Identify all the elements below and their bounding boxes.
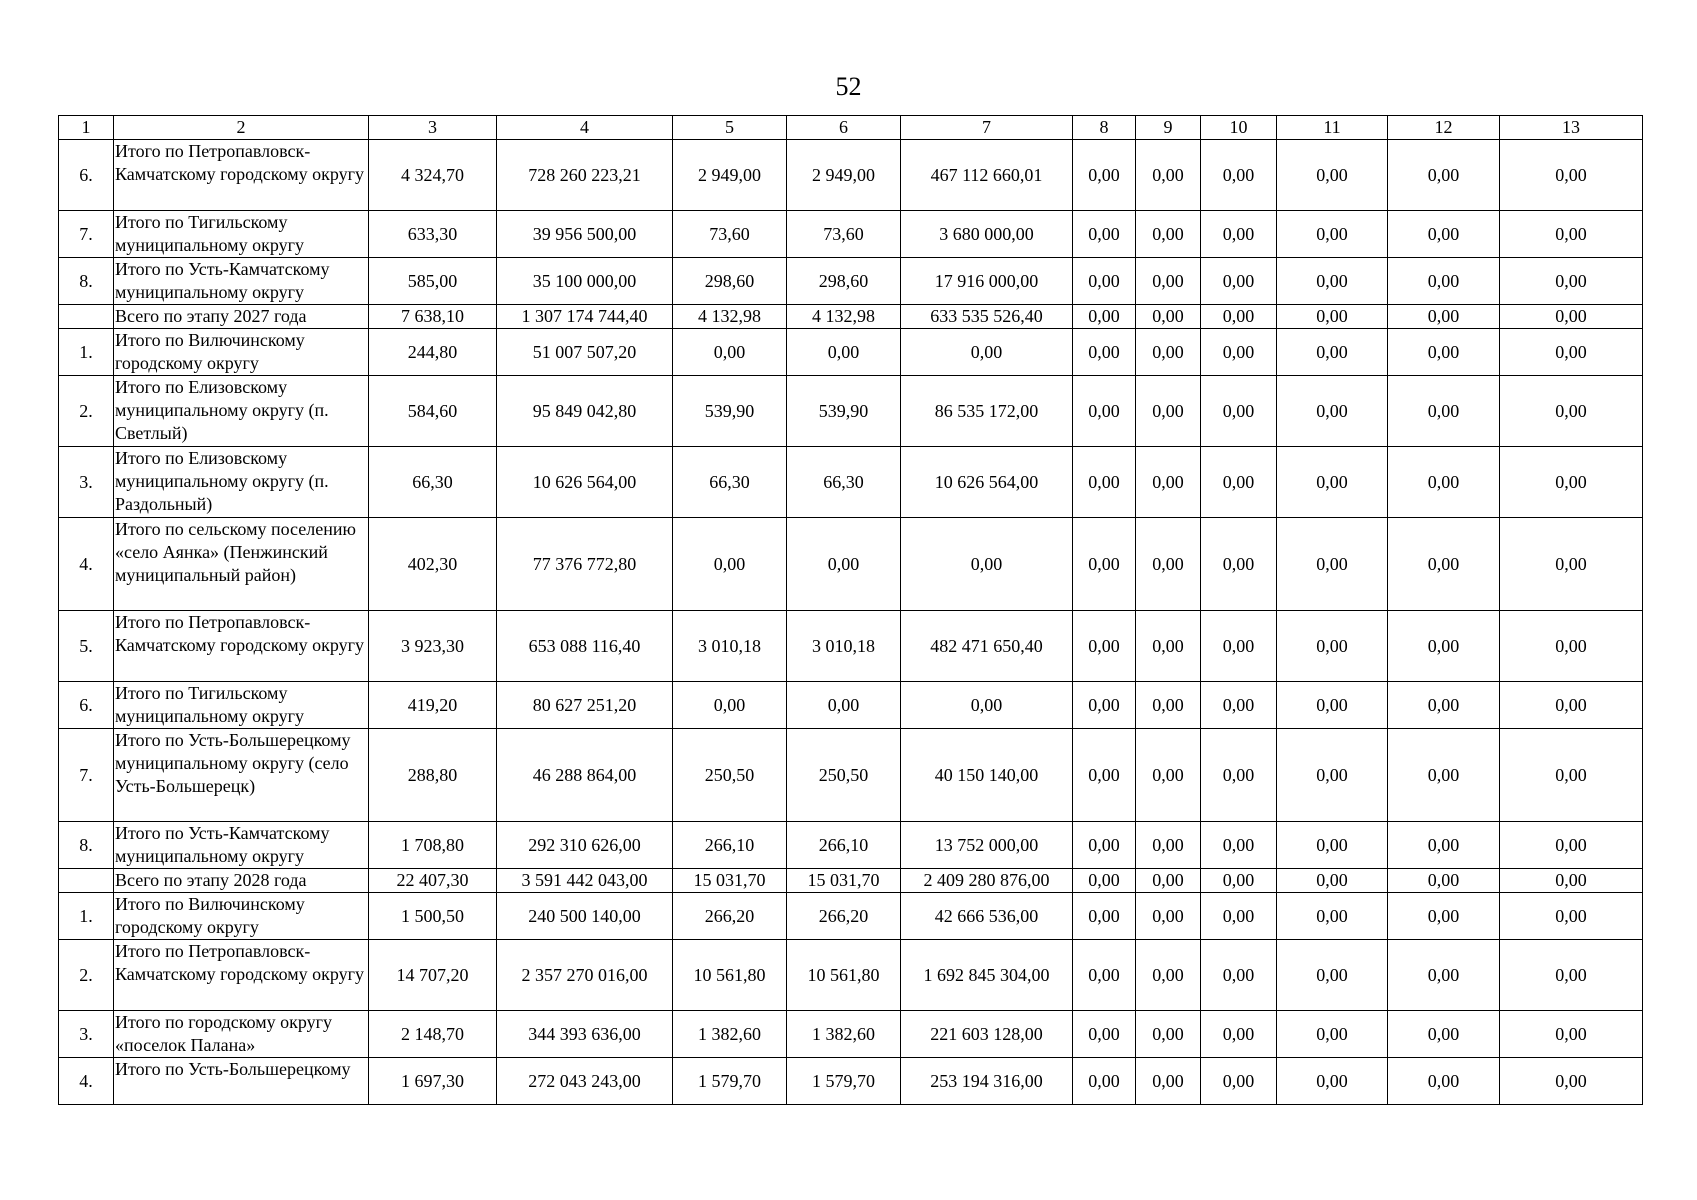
row-number-cell: 5. [59, 611, 114, 682]
value-cell: 0,00 [1136, 1011, 1201, 1058]
value-cell: 0,00 [1388, 1011, 1500, 1058]
value-cell: 2 148,70 [369, 1011, 497, 1058]
value-cell: 0,00 [1500, 211, 1643, 258]
value-cell: 0,00 [1136, 376, 1201, 447]
header-cell: 7 [901, 116, 1073, 140]
value-cell: 250,50 [787, 729, 901, 822]
value-cell: 253 194 316,00 [901, 1058, 1073, 1105]
value-cell: 298,60 [673, 258, 787, 305]
value-cell: 1 692 845 304,00 [901, 940, 1073, 1011]
row-number-cell: 7. [59, 729, 114, 822]
value-cell: 266,20 [673, 893, 787, 940]
value-cell: 0,00 [1201, 940, 1277, 1011]
value-cell: 77 376 772,80 [497, 518, 673, 611]
value-cell: 0,00 [1136, 518, 1201, 611]
value-cell: 0,00 [1277, 376, 1388, 447]
value-cell: 0,00 [1277, 940, 1388, 1011]
value-cell: 0,00 [901, 329, 1073, 376]
value-cell: 0,00 [1201, 140, 1277, 211]
value-cell: 0,00 [1388, 518, 1500, 611]
value-cell: 1 708,80 [369, 822, 497, 869]
row-number-cell: 7. [59, 211, 114, 258]
value-cell: 86 535 172,00 [901, 376, 1073, 447]
value-cell: 0,00 [1073, 329, 1136, 376]
row-number-cell: 3. [59, 1011, 114, 1058]
value-cell: 0,00 [1500, 518, 1643, 611]
table-row [59, 518, 1643, 611]
value-cell: 0,00 [1201, 869, 1277, 893]
value-cell: 17 916 000,00 [901, 258, 1073, 305]
value-cell: 10 561,80 [673, 940, 787, 1011]
header-cell: 5 [673, 116, 787, 140]
value-cell: 0,00 [1500, 682, 1643, 729]
row-name-cell: Итого по Усть-Камчатскому муниципальному округу [114, 258, 369, 305]
row-number-cell [59, 869, 114, 893]
data-table [58, 115, 1643, 1105]
value-cell: 584,60 [369, 376, 497, 447]
value-cell: 2 949,00 [673, 140, 787, 211]
value-cell: 1 382,60 [787, 1011, 901, 1058]
row-number-cell: 1. [59, 893, 114, 940]
table-row [59, 729, 1643, 822]
value-cell: 0,00 [1277, 1011, 1388, 1058]
value-cell: 240 500 140,00 [497, 893, 673, 940]
value-cell: 0,00 [1073, 518, 1136, 611]
value-cell: 3 591 442 043,00 [497, 869, 673, 893]
value-cell: 0,00 [1388, 822, 1500, 869]
header-cell: 1 [59, 116, 114, 140]
row-name-cell: Итого по сельскому поселению «село Аянка» (Пенжинский муниципальный район) [114, 518, 369, 611]
total-row [59, 305, 1643, 329]
row-number-cell: 8. [59, 822, 114, 869]
value-cell: 3 010,18 [787, 611, 901, 682]
value-cell: 0,00 [1277, 211, 1388, 258]
value-cell: 0,00 [1388, 893, 1500, 940]
table-row [59, 140, 1643, 211]
value-cell: 1 500,50 [369, 893, 497, 940]
row-name-cell: Итого по Елизовскому муниципальному округу (п. Светлый) [114, 376, 369, 447]
value-cell: 0,00 [1073, 1058, 1136, 1105]
value-cell: 0,00 [673, 518, 787, 611]
value-cell: 266,10 [673, 822, 787, 869]
value-cell: 0,00 [1073, 1011, 1136, 1058]
row-number-cell: 6. [59, 682, 114, 729]
value-cell: 0,00 [1073, 729, 1136, 822]
table-row [59, 682, 1643, 729]
value-cell: 0,00 [1388, 611, 1500, 682]
header-cell: 10 [1201, 116, 1277, 140]
value-cell: 633 535 526,40 [901, 305, 1073, 329]
value-cell: 0,00 [1500, 729, 1643, 822]
value-cell: 633,30 [369, 211, 497, 258]
value-cell: 0,00 [1500, 1058, 1643, 1105]
value-cell: 10 626 564,00 [901, 447, 1073, 518]
value-cell: 0,00 [787, 518, 901, 611]
row-number-cell: 2. [59, 940, 114, 1011]
value-cell: 15 031,70 [787, 869, 901, 893]
value-cell: 0,00 [1073, 893, 1136, 940]
row-name-cell: Итого по Усть-Большерецкому муниципальному округу (село Усть-Большерецк) [114, 729, 369, 822]
row-number-cell: 8. [59, 258, 114, 305]
value-cell: 15 031,70 [673, 869, 787, 893]
value-cell: 10 561,80 [787, 940, 901, 1011]
value-cell: 3 680 000,00 [901, 211, 1073, 258]
value-cell: 2 409 280 876,00 [901, 869, 1073, 893]
value-cell: 402,30 [369, 518, 497, 611]
value-cell: 0,00 [1136, 447, 1201, 518]
value-cell: 0,00 [1073, 682, 1136, 729]
value-cell: 250,50 [673, 729, 787, 822]
value-cell: 0,00 [901, 518, 1073, 611]
value-cell: 0,00 [1201, 1011, 1277, 1058]
row-name-cell: Итого по Елизовскому муниципальному округу (п. Раздольный) [114, 447, 369, 518]
row-number-cell: 4. [59, 1058, 114, 1105]
value-cell: 0,00 [787, 682, 901, 729]
value-cell: 0,00 [1073, 940, 1136, 1011]
value-cell: 0,00 [1500, 822, 1643, 869]
value-cell: 39 956 500,00 [497, 211, 673, 258]
value-cell: 66,30 [673, 447, 787, 518]
value-cell: 272 043 243,00 [497, 1058, 673, 1105]
page-number: 52 [835, 72, 862, 101]
value-cell: 0,00 [1136, 611, 1201, 682]
row-name-cell: Итого по Петропавловск-Камчатскому городскому округу [114, 940, 369, 1011]
value-cell: 0,00 [1500, 376, 1643, 447]
table-row [59, 258, 1643, 305]
header-cell: 2 [114, 116, 369, 140]
value-cell: 0,00 [1500, 329, 1643, 376]
value-cell: 298,60 [787, 258, 901, 305]
value-cell: 10 626 564,00 [497, 447, 673, 518]
value-cell: 0,00 [1201, 893, 1277, 940]
value-cell: 244,80 [369, 329, 497, 376]
value-cell: 0,00 [1277, 611, 1388, 682]
value-cell: 0,00 [1201, 822, 1277, 869]
value-cell: 0,00 [1073, 258, 1136, 305]
header-row [59, 116, 1643, 140]
header-cell: 13 [1500, 116, 1643, 140]
value-cell: 0,00 [1388, 447, 1500, 518]
header-cell: 3 [369, 116, 497, 140]
value-cell: 0,00 [1136, 329, 1201, 376]
value-cell: 0,00 [1073, 305, 1136, 329]
table-row [59, 329, 1643, 376]
value-cell: 0,00 [1388, 682, 1500, 729]
value-cell: 0,00 [1277, 893, 1388, 940]
row-number-cell: 4. [59, 518, 114, 611]
value-cell: 0,00 [1277, 140, 1388, 211]
table-row [59, 893, 1643, 940]
value-cell: 0,00 [673, 329, 787, 376]
value-cell: 0,00 [1201, 682, 1277, 729]
value-cell: 0,00 [1388, 940, 1500, 1011]
value-cell: 0,00 [1500, 1011, 1643, 1058]
value-cell: 66,30 [787, 447, 901, 518]
table-row [59, 376, 1643, 447]
value-cell: 80 627 251,20 [497, 682, 673, 729]
table-row [59, 611, 1643, 682]
total-row [59, 869, 1643, 893]
value-cell: 0,00 [1201, 518, 1277, 611]
value-cell: 0,00 [1277, 447, 1388, 518]
value-cell: 0,00 [1201, 611, 1277, 682]
row-number-cell: 6. [59, 140, 114, 211]
value-cell: 0,00 [1201, 447, 1277, 518]
value-cell: 221 603 128,00 [901, 1011, 1073, 1058]
value-cell: 0,00 [1201, 376, 1277, 447]
row-name-cell: Итого по Вилючинскому городскому округу [114, 329, 369, 376]
value-cell: 482 471 650,40 [901, 611, 1073, 682]
value-cell: 0,00 [1073, 869, 1136, 893]
value-cell: 419,20 [369, 682, 497, 729]
value-cell: 0,00 [1136, 1058, 1201, 1105]
value-cell: 0,00 [1500, 140, 1643, 211]
value-cell: 0,00 [1073, 822, 1136, 869]
value-cell: 0,00 [787, 329, 901, 376]
row-name-cell: Всего по этапу 2027 года [114, 305, 369, 329]
value-cell: 0,00 [1073, 211, 1136, 258]
value-cell: 7 638,10 [369, 305, 497, 329]
value-cell: 0,00 [1277, 518, 1388, 611]
value-cell: 539,90 [673, 376, 787, 447]
value-cell: 95 849 042,80 [497, 376, 673, 447]
value-cell: 653 088 116,40 [497, 611, 673, 682]
row-name-cell: Всего по этапу 2028 года [114, 869, 369, 893]
table-row [59, 211, 1643, 258]
value-cell: 2 357 270 016,00 [497, 940, 673, 1011]
row-name-cell: Итого по Вилючинскому городскому округу [114, 893, 369, 940]
value-cell: 0,00 [1500, 611, 1643, 682]
value-cell: 0,00 [1388, 329, 1500, 376]
value-cell: 0,00 [1388, 258, 1500, 305]
value-cell: 73,60 [787, 211, 901, 258]
value-cell: 46 288 864,00 [497, 729, 673, 822]
value-cell: 0,00 [1136, 258, 1201, 305]
value-cell: 0,00 [1500, 893, 1643, 940]
value-cell: 0,00 [1136, 893, 1201, 940]
value-cell: 1 382,60 [673, 1011, 787, 1058]
header-cell: 6 [787, 116, 901, 140]
value-cell: 13 752 000,00 [901, 822, 1073, 869]
value-cell: 14 707,20 [369, 940, 497, 1011]
value-cell: 0,00 [1388, 211, 1500, 258]
value-cell: 292 310 626,00 [497, 822, 673, 869]
row-number-cell: 3. [59, 447, 114, 518]
value-cell: 0,00 [1388, 729, 1500, 822]
value-cell: 0,00 [1136, 211, 1201, 258]
value-cell: 1 579,70 [787, 1058, 901, 1105]
header-cell: 8 [1073, 116, 1136, 140]
value-cell: 0,00 [1136, 305, 1201, 329]
header-cell: 11 [1277, 116, 1388, 140]
value-cell: 2 949,00 [787, 140, 901, 211]
table-row [59, 447, 1643, 518]
value-cell: 0,00 [1277, 729, 1388, 822]
value-cell: 288,80 [369, 729, 497, 822]
value-cell: 73,60 [673, 211, 787, 258]
value-cell: 0,00 [1073, 447, 1136, 518]
header-cell: 12 [1388, 116, 1500, 140]
row-name-cell: Итого по Усть-Камчатскому муниципальному округу [114, 822, 369, 869]
value-cell: 0,00 [1136, 729, 1201, 822]
value-cell: 0,00 [1136, 869, 1201, 893]
header-cell: 9 [1136, 116, 1201, 140]
value-cell: 0,00 [1388, 869, 1500, 893]
value-cell: 0,00 [1388, 1058, 1500, 1105]
value-cell: 0,00 [1277, 822, 1388, 869]
value-cell: 585,00 [369, 258, 497, 305]
value-cell: 4 324,70 [369, 140, 497, 211]
table-row [59, 1058, 1643, 1105]
value-cell: 0,00 [1201, 258, 1277, 305]
value-cell: 344 393 636,00 [497, 1011, 673, 1058]
value-cell: 40 150 140,00 [901, 729, 1073, 822]
value-cell: 0,00 [1201, 1058, 1277, 1105]
value-cell: 0,00 [1201, 329, 1277, 376]
value-cell: 0,00 [1136, 940, 1201, 1011]
value-cell: 0,00 [1136, 140, 1201, 211]
row-name-cell: Итого по Тигильскому муниципальному округу [114, 211, 369, 258]
value-cell: 0,00 [1201, 211, 1277, 258]
value-cell: 0,00 [1500, 305, 1643, 329]
header-cell: 4 [497, 116, 673, 140]
row-name-cell: Итого по Петропавловск-Камчатскому городскому округу [114, 611, 369, 682]
row-name-cell: Итого по городскому округу «поселок Палана» [114, 1011, 369, 1058]
value-cell: 0,00 [1201, 729, 1277, 822]
row-name-cell: Итого по Усть-Большерецкому [114, 1058, 369, 1105]
value-cell: 0,00 [1388, 376, 1500, 447]
value-cell: 0,00 [1201, 305, 1277, 329]
value-cell: 0,00 [1277, 305, 1388, 329]
value-cell: 728 260 223,21 [497, 140, 673, 211]
value-cell: 0,00 [1388, 305, 1500, 329]
value-cell: 0,00 [1500, 258, 1643, 305]
value-cell: 0,00 [1136, 822, 1201, 869]
value-cell: 1 307 174 744,40 [497, 305, 673, 329]
value-cell: 0,00 [1277, 682, 1388, 729]
value-cell: 467 112 660,01 [901, 140, 1073, 211]
table-row [59, 822, 1643, 869]
value-cell: 0,00 [1277, 258, 1388, 305]
value-cell: 266,10 [787, 822, 901, 869]
value-cell: 51 007 507,20 [497, 329, 673, 376]
value-cell: 266,20 [787, 893, 901, 940]
row-name-cell: Итого по Петропавловск-Камчатскому городскому округу [114, 140, 369, 211]
value-cell: 0,00 [1277, 329, 1388, 376]
value-cell: 0,00 [1388, 140, 1500, 211]
value-cell: 42 666 536,00 [901, 893, 1073, 940]
value-cell: 0,00 [1073, 611, 1136, 682]
value-cell: 0,00 [1500, 940, 1643, 1011]
row-number-cell: 2. [59, 376, 114, 447]
row-name-cell: Итого по Тигильскому муниципальному округу [114, 682, 369, 729]
value-cell: 4 132,98 [787, 305, 901, 329]
value-cell: 0,00 [673, 682, 787, 729]
value-cell: 66,30 [369, 447, 497, 518]
value-cell: 0,00 [1500, 869, 1643, 893]
value-cell: 4 132,98 [673, 305, 787, 329]
value-cell: 0,00 [1073, 376, 1136, 447]
value-cell: 0,00 [1277, 1058, 1388, 1105]
value-cell: 1 697,30 [369, 1058, 497, 1105]
value-cell: 539,90 [787, 376, 901, 447]
value-cell: 3 010,18 [673, 611, 787, 682]
value-cell: 0,00 [901, 682, 1073, 729]
value-cell: 35 100 000,00 [497, 258, 673, 305]
value-cell: 0,00 [1136, 682, 1201, 729]
row-number-cell [59, 305, 114, 329]
value-cell: 1 579,70 [673, 1058, 787, 1105]
value-cell: 0,00 [1500, 447, 1643, 518]
value-cell: 0,00 [1073, 140, 1136, 211]
row-number-cell: 1. [59, 329, 114, 376]
value-cell: 3 923,30 [369, 611, 497, 682]
table-row [59, 940, 1643, 1011]
table-row [59, 1011, 1643, 1058]
value-cell: 0,00 [1277, 869, 1388, 893]
value-cell: 22 407,30 [369, 869, 497, 893]
